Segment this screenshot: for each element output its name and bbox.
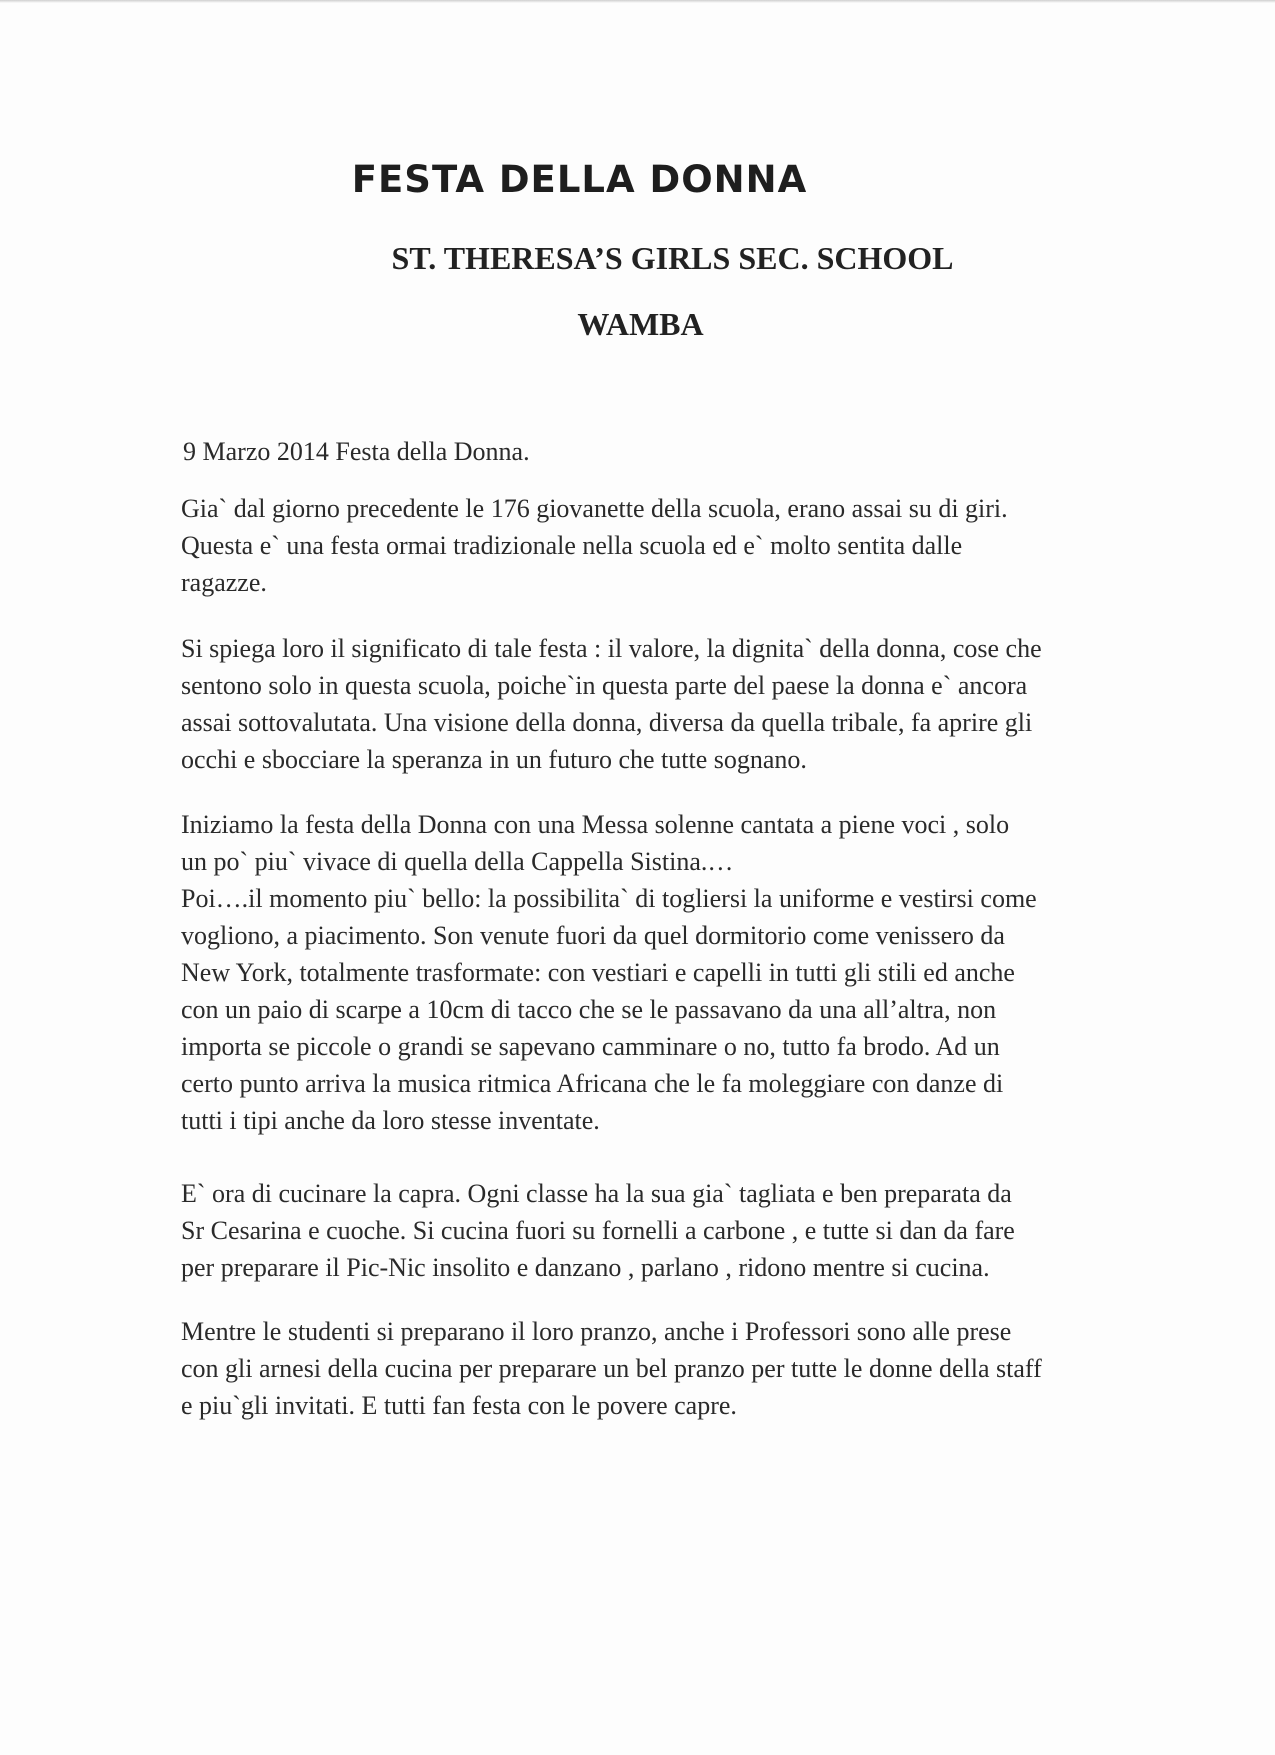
text-line: con un paio di scarpe a 10cm di tacco che se le passavano da una all’altra, non [181, 995, 997, 1024]
text-line: ragazze. [181, 568, 267, 597]
school-name: ST. THERESA’S GIRLS SEC. SCHOOL [391, 240, 954, 276]
text-line: tutti i tipi anche da loro stesse inventate. [181, 1106, 600, 1135]
text-line: Gia` dal giorno precedente le 176 giovanette della scuola, erano assai su di giri. [181, 494, 1008, 523]
text-line: Poi….il momento piu` bello: la possibilita` di togliersi la uniforme e vestirsi come [181, 884, 1037, 913]
text-line: occhi e sbocciare la speranza in un futuro che tutte sognano. [181, 745, 807, 774]
text-line: certo punto arriva la musica ritmica Africana che le fa moleggiare con danze di [181, 1069, 1004, 1098]
text-line: e piu`gli invitati. E tutti fan festa con le povere capre. [181, 1391, 737, 1420]
text-line: New York, totalmente trasformate: con vestiari e capelli in tutti gli stili ed anche [181, 958, 1015, 987]
text-line: un po` piu` vivace di quella della Cappella Sistina.… [181, 847, 734, 876]
paragraph [181, 490, 1171, 601]
scan-edge [0, 0, 1275, 3]
text-line: per preparare il Pic-Nic insolito e danzano , parlano , ridono mentre si cucina. [181, 1253, 990, 1282]
paragraph [181, 1175, 1171, 1286]
text-line: vogliono, a piacimento. Son venute fuori da quel dormitorio come venissero da [181, 921, 1005, 950]
text-line: Questa e` una festa ormai tradizionale nella scuola ed e` molto sentita dalle [181, 531, 963, 560]
text-line: con gli arnesi della cucina per preparare un bel pranzo per tutte le donne della staff [181, 1354, 1042, 1383]
place-name: WAMBA [577, 306, 704, 342]
paragraph [181, 1313, 1171, 1424]
text-line: sentono solo in questa scuola, poiche`in questa parte del paese la donna e` ancora [181, 671, 1028, 700]
text-line: assai sottovalutata. Una visione della donna, diversa da quella tribale, fa aprire gli [181, 708, 1033, 737]
text-line: Iniziamo la festa della Donna con una Messa solenne cantata a piene voci , solo [181, 810, 1010, 839]
text-line: E` ora di cucinare la capra. Ogni classe ha la sua gia` tagliata e ben preparata da [181, 1179, 1012, 1208]
text-line: Si spiega loro il significato di tale festa : il valore, la dignita` della donna, cose che [181, 634, 1042, 663]
paragraph [181, 630, 1171, 778]
text-line: importa se piccole o grandi se sapevano camminare o no, tutto fa brodo. Ad un [181, 1032, 1000, 1061]
document-title: FESTA DELLA DONNA [351, 158, 808, 201]
text-line: Sr Cesarina e cuoche. Si cucina fuori su fornelli a carbone , e tutte si dan da fare [181, 1216, 1015, 1245]
text-line: Mentre le studenti si preparano il loro pranzo, anche i Professori sono alle prese [181, 1317, 1012, 1346]
paragraph [181, 806, 1171, 1139]
dateline: 9 Marzo 2014 Festa della Donna. [183, 437, 530, 466]
